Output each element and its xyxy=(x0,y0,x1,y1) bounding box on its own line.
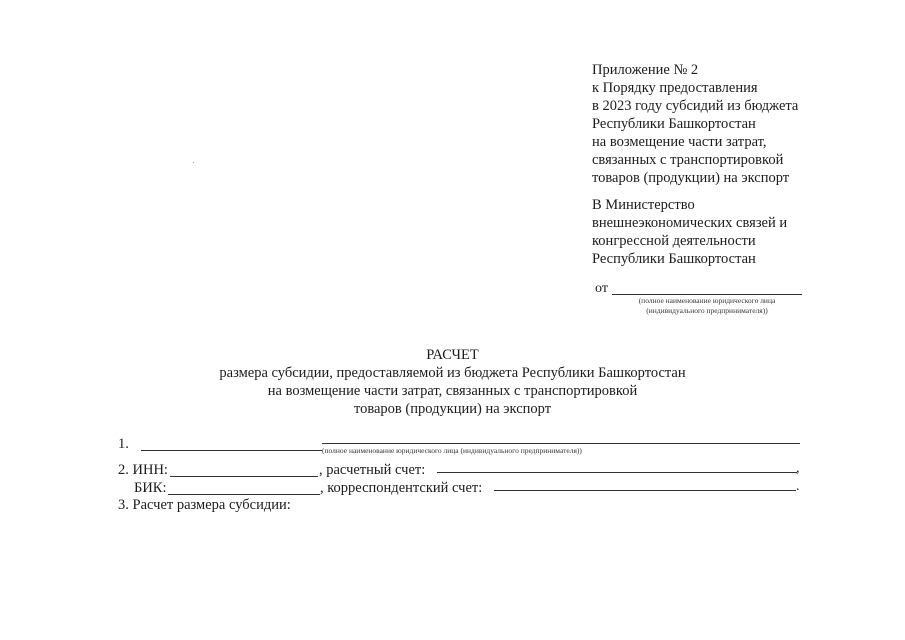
appendix-line: Республики Башкортостан xyxy=(592,116,756,132)
from-caption: (индивидуального предпринимателя)) xyxy=(646,306,768,315)
corr-account-label: , корреспондентский счет: xyxy=(320,480,483,496)
from-caption: (полное наименование юридического лица xyxy=(638,296,776,305)
appendix-line: на возмещение части затрат, xyxy=(592,134,767,150)
appendix-line: к Порядку предоставления xyxy=(592,80,758,96)
recipient-line: внешнеэкономических связей и xyxy=(592,215,788,231)
item3-label: 3. Расчет размера субсидии: xyxy=(118,497,291,513)
account-label: , расчетный счет: xyxy=(319,462,426,478)
item1-number: 1. xyxy=(118,436,129,452)
scan-speck xyxy=(193,162,194,163)
recipient-block xyxy=(592,196,787,268)
appendix-line: в 2023 году субсидий из бюджета xyxy=(592,98,799,114)
bik-label: БИК: xyxy=(134,480,167,496)
recipient-line: конгрессной деятельности xyxy=(592,233,756,249)
item1-name-field-ext[interactable] xyxy=(322,443,800,444)
corr-account-period: . xyxy=(796,479,800,494)
account-field[interactable] xyxy=(437,472,797,473)
appendix-line: Приложение № 2 xyxy=(592,62,699,78)
inn-field[interactable] xyxy=(170,476,318,477)
corr-account-field[interactable] xyxy=(494,490,796,491)
appendix-line: товаров (продукции) на экспорт xyxy=(592,170,790,186)
document-subtitle-line: на возмещение части затрат, связанных с транспортировкой xyxy=(267,383,638,399)
from-label: от xyxy=(595,281,608,296)
document-title: РАСЧЕТ xyxy=(426,347,479,363)
item1-name-field[interactable] xyxy=(141,450,322,451)
bik-field[interactable] xyxy=(168,494,320,495)
recipient-line: Республики Башкортостан xyxy=(592,251,756,267)
inn-label: 2. ИНН: xyxy=(118,462,168,478)
account-comma: , xyxy=(796,461,800,476)
document-subtitle-line: размера субсидии, предоставляемой из бюджета Республики Башкортостан xyxy=(219,365,686,381)
document-subtitle-line: товаров (продукции) на экспорт xyxy=(353,401,552,417)
appendix-line: связанных с транспортировкой xyxy=(592,152,784,168)
recipient-line: В Министерство xyxy=(592,197,695,213)
from-name-field[interactable] xyxy=(612,294,802,295)
appendix-header xyxy=(592,61,798,187)
item1-caption: (полное наименование юридического лица (индивидуального предпринимателя)) xyxy=(322,446,582,455)
